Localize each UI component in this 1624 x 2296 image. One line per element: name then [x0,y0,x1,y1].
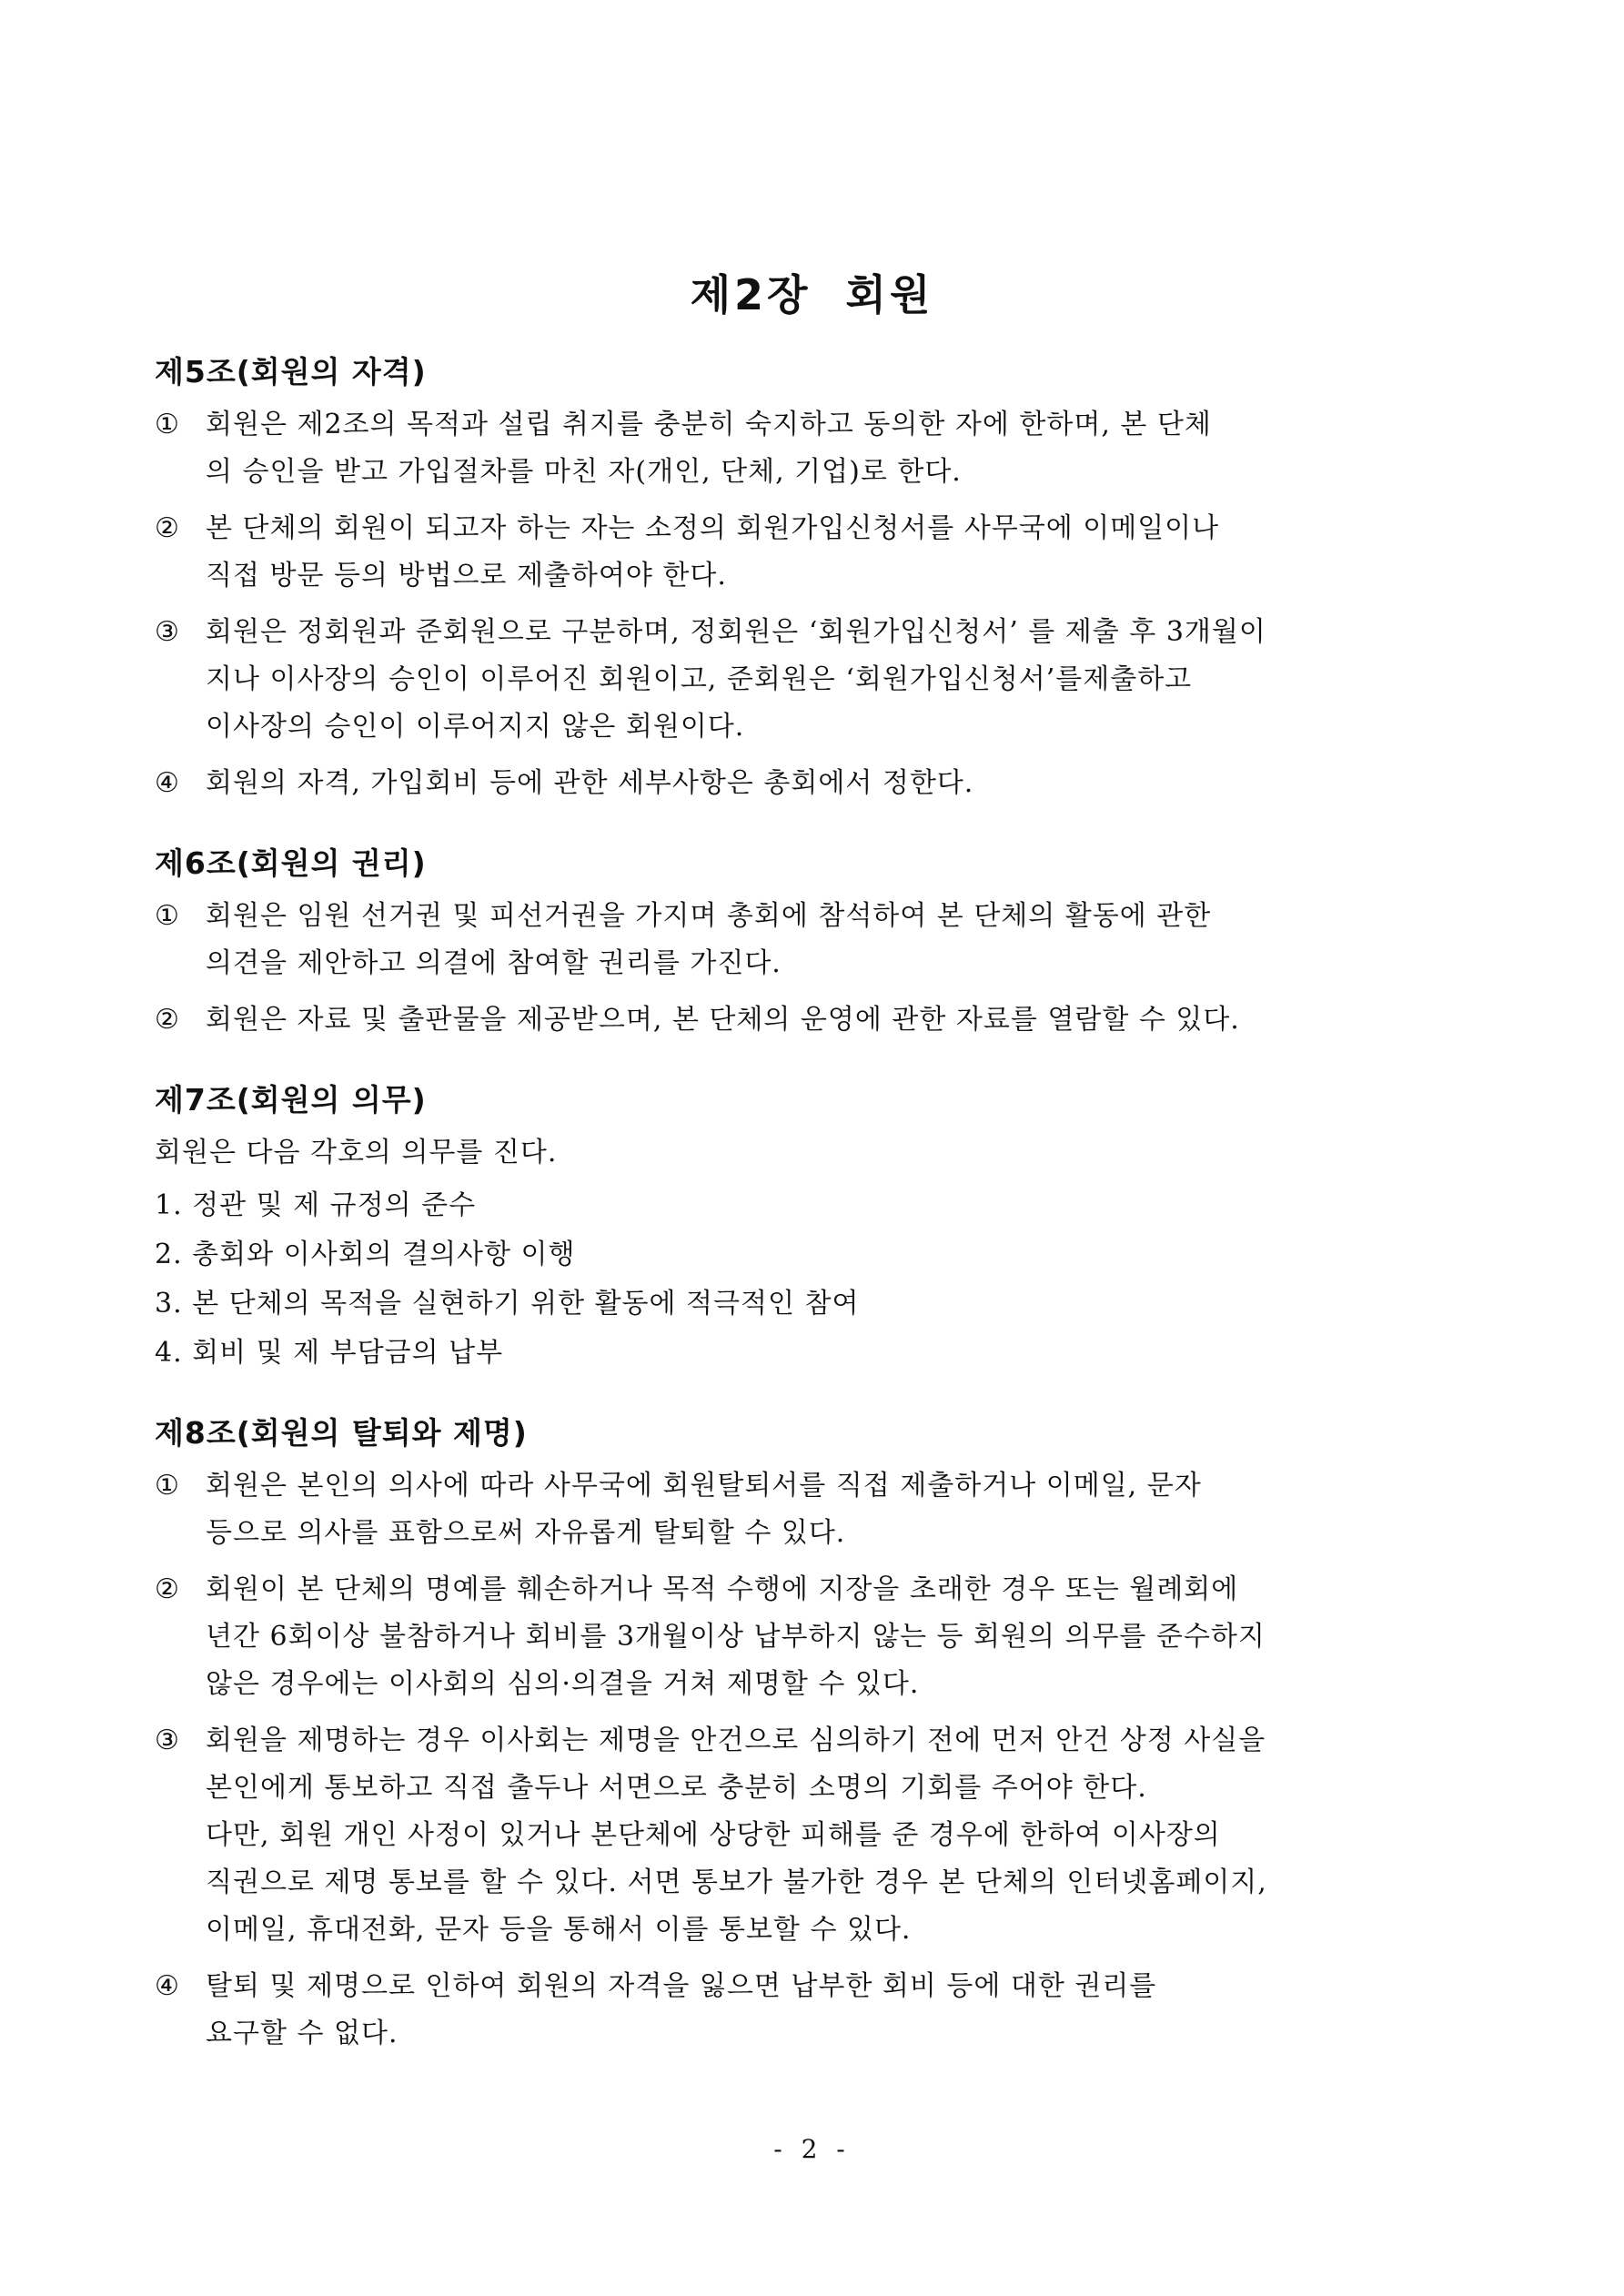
paragraph [155,609,1483,751]
paragraph [155,1717,1483,1954]
paragraph [155,893,1483,987]
list-item: 3. 본 단체의 목적을 실현하기 위한 활동에 적극적인 참여 [155,1288,860,1320]
paragraph-number: ③ [155,616,180,648]
text-line: 본 단체의 회원이 되고자 하는 자는 소정의 회원가입신청서를 사무국에 이메일이나 [206,512,1220,544]
text-line: 이사장의 승인이 이루어지지 않은 회원이다. [206,711,745,743]
paragraph-text [206,1963,1483,2058]
paragraph-number: ② [155,1004,180,1036]
text-line: 본인에게 통보하고 직접 출두나 서면으로 충분히 소명의 기회를 주어야 한다. [206,1772,1147,1804]
text-line: 년간 6회이상 불참하거나 회비를 3개월이상 납부하지 않는 등 회원의 의무를 준수하지 [206,1621,1266,1653]
text-line: 회원은 자료 및 출판물을 제공받으며, 본 단체의 운영에 관한 자료를 열람할 수 있다. [206,1004,1240,1036]
paragraph-number: ① [155,900,180,932]
paragraph-number: ① [155,1470,180,1502]
paragraph-number: ② [155,1573,180,1605]
list-item: 4. 회비 및 제 부담금의 납부 [155,1337,504,1369]
article-5 [155,350,1483,807]
paragraph-number: ④ [155,767,180,799]
text-line: 직권으로 제명 통보를 할 수 있다. 서면 통보가 불가한 경우 본 단체의 인터넷홈페이지, [206,1866,1267,1898]
article-6 [155,842,1483,1044]
paragraph-text [206,505,1483,600]
paragraph-text [206,609,1483,751]
article-heading: 제8조(회원의 탈퇴와 제명) [155,1415,528,1451]
article-heading: 제5조(회원의 자격) [155,354,427,389]
text-line: 직접 방문 등의 방법으로 제출하여야 한다. [206,560,727,592]
article-heading: 제7조(회원의 의무) [155,1082,427,1118]
paragraph-text [206,760,1483,807]
article-8 [155,1411,1483,2058]
text-line: 않은 경우에는 이사회의 심의·의결을 거쳐 제명할 수 있다. [206,1668,920,1700]
paragraph-text [206,401,1483,496]
paragraph-text [206,1717,1483,1954]
paragraph [155,1566,1483,1708]
text-line: 의 승인을 받고 가입절차를 마친 자(개인, 단체, 기업)로 한다. [206,456,962,488]
text-line: 탈퇴 및 제명으로 인하여 회원의 자격을 잃으면 납부한 회비 등에 대한 권리를 [206,1970,1157,2002]
article-heading: 제6조(회원의 권리) [155,845,427,881]
text-line: 회원의 자격, 가입회비 등에 관한 세부사항은 총회에서 정한다. [206,767,974,799]
text-line: 회원은 본인의 의사에 따라 사무국에 회원탈퇴서를 직접 제출하거나 이메일, 문자 [206,1470,1202,1502]
paragraph [155,401,1483,496]
paragraph-text [206,1462,1483,1557]
page-number: - 2 - [773,2134,851,2164]
text-line: 회원을 제명하는 경우 이사회는 제명을 안건으로 심의하기 전에 먼저 안건 상정 사실을 [206,1725,1266,1756]
paragraph-text [206,893,1483,987]
article-7 [155,1078,1483,1377]
text-line: 의견을 제안하고 의결에 참여할 권리를 가진다. [206,947,782,979]
list-item: 1. 정관 및 제 규정의 준수 [155,1189,477,1221]
paragraph [155,1462,1483,1557]
text-line: 회원은 정회원과 준회원으로 구분하며, 정회원은 ‘회원가입신청서’ 를 제출 후 3개월이 [206,616,1266,648]
paragraph [155,1963,1483,2058]
text-line: 지나 이사장의 승인이 이루어진 회원이고, 준회원은 ‘회원가입신청서’를제출하고 [206,663,1193,695]
text-line: 회원이 본 단체의 명예를 훼손하거나 목적 수행에 지장을 초래한 경우 또는 월례회에 [206,1573,1239,1605]
text-line: 요구할 수 없다. [206,2018,398,2049]
paragraph-text [206,1566,1483,1708]
text-line: 다만, 회원 개인 사정이 있거나 본단체에 상당한 피해를 준 경우에 한하여 이사장의 [206,1819,1221,1851]
document-body [155,350,1483,2092]
paragraph [155,760,1483,807]
text-line: 회원은 제2조의 목적과 설립 취지를 충분히 숙지하고 동의한 자에 한하며, 본 단체 [206,409,1212,440]
paragraph [155,996,1483,1044]
text-line: 등으로 의사를 표함으로써 자유롭게 탈퇴할 수 있다. [206,1517,846,1549]
paragraph [155,505,1483,600]
paragraph-number: ① [155,409,180,440]
text-line: 회원은 임원 선거권 및 피선거권을 가지며 총회에 참석하여 본 단체의 활동에 관한 [206,900,1212,932]
paragraph-number: ④ [155,1970,180,2002]
paragraph-number: ② [155,512,180,544]
list-item: 2. 총회와 이사회의 결의사항 이행 [155,1239,576,1270]
paragraph-text [206,996,1483,1044]
text-line: 이메일, 휴대전화, 문자 등을 통해서 이를 통보할 수 있다. [206,1914,912,1946]
chapter-title: 제2장 회원 [690,270,934,319]
paragraph-number: ③ [155,1725,180,1756]
article-intro: 회원은 다음 각호의 의무를 진다. [155,1137,558,1168]
